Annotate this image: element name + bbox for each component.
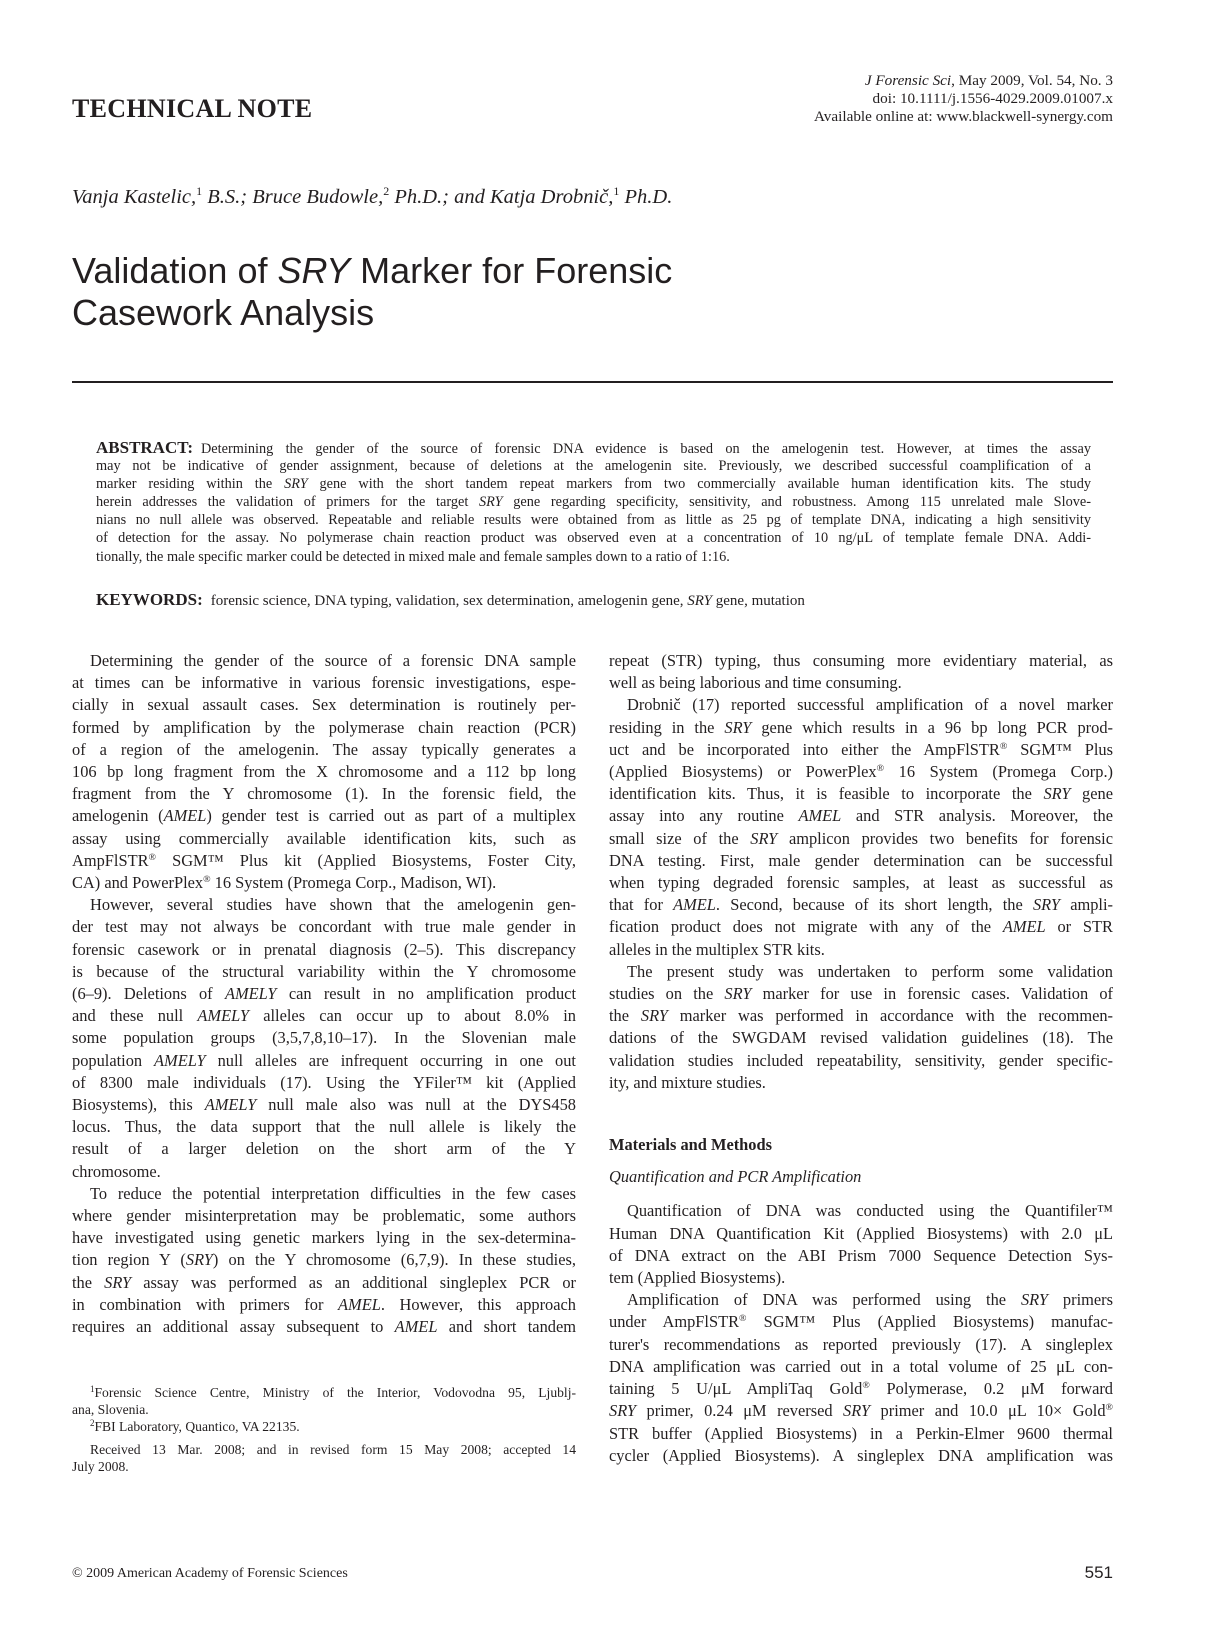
text-line: alleles in the multiplex STR kits.: [609, 939, 825, 959]
footnotes: [72, 1384, 576, 1475]
keywords: [96, 590, 805, 610]
methods-text: [609, 1200, 1113, 1466]
text-line: the SRY marker was performed in accordance with the recommen-: [609, 1006, 1113, 1026]
keywords-label: KEYWORDS:: [96, 590, 203, 609]
text-line: tion region Y (SRY) on the Y chromosome (6,7,9). In these studies,: [72, 1250, 576, 1270]
text-line: have investigated using genetic markers lying in the sex-determina-: [72, 1228, 576, 1248]
text-line: dations of the SWGDAM revised validation guidelines (18). The: [609, 1028, 1113, 1048]
text-line: Determining the gender of the source of a forensic DNA sample: [90, 651, 576, 670]
text-line: assay into any routine AMEL and STR analysis. Moreover, the: [609, 806, 1113, 826]
left-column: [72, 650, 576, 1338]
abstract-line: may not be indicative of gender assignment, because of deletions at the amelogenin site. Previously, we described successful coamplification of a: [96, 458, 1091, 475]
author-degree: B.S.;: [202, 186, 248, 208]
title-line-2: Casework Analysis: [72, 292, 375, 333]
text-line: chromosome.: [72, 1161, 161, 1181]
subsection-heading: Quantification and PCR Amplification: [609, 1167, 862, 1187]
text-line: small size of the SRY amplicon provides two benefits for forensic: [609, 828, 1113, 848]
abstract-line: herein addresses the validation of primers for the target SRY gene regarding specificity, sensitivity, and robustness. Among 115 unrelated male Slove-: [96, 494, 1091, 511]
text-line: is because of the structural variability within the Y chromosome: [72, 961, 576, 981]
text-line: However, several studies have shown that the amelogenin gen-: [90, 895, 576, 915]
page-number: 551: [1084, 1563, 1113, 1582]
author-name: Vanja Kastelic,: [72, 186, 197, 208]
text-line: turer's recommendations as reported previously (17). A singleplex: [609, 1334, 1113, 1354]
footnote-marker: 2: [90, 1418, 95, 1428]
title-gene: SRY: [277, 250, 351, 291]
text-line: (Applied Biosystems) or PowerPlex® 16 System (Promega Corp.): [609, 762, 1113, 782]
author-list: [72, 186, 672, 209]
text-line: the SRY assay was performed as an additional singleplex PCR or: [72, 1272, 576, 1292]
footnote-marker: 1: [90, 1384, 95, 1394]
section-heading: Materials and Methods: [609, 1135, 772, 1155]
text-line: taining 5 U/μL AmpliTaq Gold® Polymerase, 0.2 μM forward: [609, 1379, 1113, 1399]
text-line: (6–9). Deletions of AMELY can result in no amplification product: [72, 984, 576, 1004]
abstract-line: tionally, the male specific marker could be detected in mixed male and female samples down to a ratio of 1:16.: [96, 548, 730, 565]
text-line: fragment from the Y chromosome (1). In the forensic field, the: [72, 784, 576, 804]
text-line: repeat (STR) typing, thus consuming more evidentiary material, as: [609, 651, 1113, 670]
text-line: formed by amplification by the polymerase chain reaction (PCR): [72, 717, 576, 737]
abstract: [96, 439, 1091, 566]
received-line: July 2008.: [72, 1459, 129, 1474]
text-line: AmpFlSTR® SGM™ Plus kit (Applied Biosystems, Foster City,: [72, 850, 576, 870]
abstract-line: [96, 439, 1091, 457]
text-line: well as being laborious and time consuming.: [609, 673, 902, 693]
journal-issue: , May 2009, Vol. 54, No. 3: [951, 72, 1113, 89]
text-line: To reduce the potential interpretation difficulties in the few cases: [90, 1183, 576, 1203]
text-line: validation studies included repeatability, sensitivity, gender specific-: [609, 1050, 1113, 1070]
footnote-line: $^2$FBI Laboratory, Quantico, VA 22135.: [90, 1418, 300, 1434]
journal-issue-line: [814, 72, 1113, 90]
text-line: that for AMEL. Second, because of its short length, the SRY ampli-: [609, 895, 1113, 915]
abstract-label: ABSTRACT:: [96, 439, 193, 457]
text-line: some population groups (3,5,7,8,10–17). In the Slovenian male: [72, 1028, 576, 1048]
text-line: Amplification of DNA was performed using the SRY primers: [627, 1290, 1113, 1310]
text-line: ity, and mixture studies.: [609, 1072, 766, 1092]
title-text: Marker for Forensic: [350, 250, 673, 291]
text-line: of DNA extract on the ABI Prism 7000 Sequence Detection Sys-: [609, 1245, 1113, 1265]
text-line: Drobnič (17) reported successful amplification of a novel marker: [627, 695, 1113, 715]
affiliation-marker: 2: [383, 184, 390, 198]
text-line: when typing degraded forensic samples, at least as successful as: [609, 873, 1113, 893]
text-line: under AmpFlSTR® SGM™ Plus (Applied Biosystems) manufac-: [609, 1312, 1113, 1332]
text-line: assay using commercially available identification kits, such as: [72, 828, 576, 848]
text-line: The present study was undertaken to perform some validation: [627, 961, 1113, 981]
journal-citation: [814, 72, 1113, 126]
abstract-text: Determining the gender of the source of forensic DNA evidence is based on the amelogenin test. However, at times the assay: [200, 441, 1091, 457]
text-line: amelogenin (AMEL) gender test is carried out as part of a multiplex: [72, 806, 576, 826]
affiliation-marker: 1: [613, 184, 620, 198]
keywords-text: forensic science, DNA typing, validation, sex determination, amelogenin gene, SRY gene, mutation: [210, 593, 805, 609]
text-line: of a region of the amelogenin. The assay typically generates a: [72, 739, 576, 759]
affiliation-marker: 1: [196, 184, 203, 198]
text-line: 106 bp long fragment from the X chromosome and a 112 bp long: [72, 762, 576, 782]
right-column: [609, 650, 1113, 1467]
text-line: and these null AMELY alleles can occur up to about 8.0% in: [72, 1006, 576, 1026]
text-line: Biosystems), this AMELY null male also was null at the DYS458: [72, 1095, 576, 1115]
text-line: CA) and PowerPlex® 16 System (Promega Corp., Madison, WI).: [72, 873, 497, 893]
text-line: residing in the SRY gene which results in a 96 bp long PCR prod-: [609, 717, 1113, 737]
abstract-line: of detection for the assay. No polymerase chain reaction product was observed even at a concentration of 10 ng/μL of template female DNA. Addi-: [96, 530, 1091, 547]
journal-name: J Forensic Sci: [864, 72, 952, 89]
received-line: Received 13 Mar. 2008; and in revised form 15 May 2008; accepted 14: [90, 1442, 576, 1457]
introduction-continued: [609, 650, 1113, 1094]
text-line: population AMELY null alleles are infrequent occurring in one out: [72, 1050, 576, 1070]
doi: doi: 10.1111/j.1556-4029.2009.01007.x: [872, 90, 1113, 107]
text-line: uct and be incorporated into either the AmpFlSTR® SGM™ Plus: [609, 739, 1113, 759]
text-line: requires an additional assay subsequent to AMEL and short tandem: [72, 1317, 576, 1337]
text-line: in combination with primers for AMEL. However, this approach: [72, 1294, 576, 1314]
footnote-line: ana, Slovenia.: [72, 1402, 149, 1417]
paper-title: [72, 250, 672, 334]
abstract-line: nians no null allele was observed. Repeatable and reliable results were obtained from as little as 25 pg of template DNA, indicating a high sensitivity: [96, 512, 1091, 529]
abstract-line: marker residing within the SRY gene with the short tandem repeat markers from two commercially available human identification kits. The study: [96, 476, 1091, 493]
text-line: Quantification of DNA was conducted using the Quantifiler™: [627, 1201, 1113, 1221]
text-line: at times can be informative in various forensic investigations, espe-: [72, 673, 576, 693]
text-line: where gender misinterpretation may be problematic, some authors: [72, 1206, 576, 1226]
received-dates: [72, 1441, 576, 1475]
text-line: DNA amplification was carried out in a total volume of 25 μL con-: [609, 1356, 1113, 1376]
author-name: Bruce Budowle,: [247, 186, 384, 208]
text-line: studies on the SRY marker for use in forensic cases. Validation of: [609, 984, 1113, 1004]
availability-link[interactable]: Available online at: www.blackwell-synergy.com: [813, 108, 1113, 125]
author-degree: Ph.D.: [619, 186, 673, 208]
text-line: DNA testing. First, male gender determination can be successful: [609, 850, 1113, 870]
text-line: cycler (Applied Biosystems). A singleplex DNA amplification was: [609, 1445, 1113, 1465]
text-line: Human DNA Quantification Kit (Applied Biosystems) with 2.0 μL: [609, 1223, 1113, 1243]
footnote-line: $^1$Forensic Science Centre, Ministry of the Interior, Vodovodna 95, Ljublj-: [90, 1384, 576, 1400]
author-degree: Ph.D.;: [389, 186, 449, 208]
text-line: STR buffer (Applied Biosystems) in a Perkin-Elmer 9600 thermal: [609, 1423, 1113, 1443]
text-line: der test may not always be concordant with true male gender in: [72, 917, 576, 937]
copyright: © 2009 American Academy of Forensic Sciences: [72, 1566, 348, 1581]
text-line: result of a larger deletion on the short arm of the Y: [72, 1139, 576, 1159]
text-line: identification kits. Thus, it is feasible to incorporate the SRY gene: [609, 784, 1113, 804]
section-label: TECHNICAL NOTE: [72, 94, 313, 123]
text-line: of 8300 male individuals (17). Using the YFiler™ kit (Applied: [72, 1072, 576, 1092]
author-name: and Katja Drobnič,: [448, 186, 614, 208]
title-divider: [72, 381, 1113, 383]
title-line-1: [72, 250, 672, 292]
text-line: tem (Applied Biosystems).: [609, 1268, 786, 1288]
text-line: forensic casework or in prenatal diagnosis (2–5). This discrepancy: [72, 939, 576, 959]
text-line: locus. Thus, the data support that the null allele is likely the: [72, 1117, 576, 1137]
text-line: SRY primer, 0.24 μM reversed SRY primer and 10.0 μL 10× Gold®: [609, 1401, 1113, 1421]
text-line: fication product does not migrate with any of the AMEL or STR: [609, 917, 1113, 937]
text-line: cially in sexual assault cases. Sex determination is routinely per-: [72, 695, 576, 715]
title-text: Validation of: [72, 250, 278, 291]
